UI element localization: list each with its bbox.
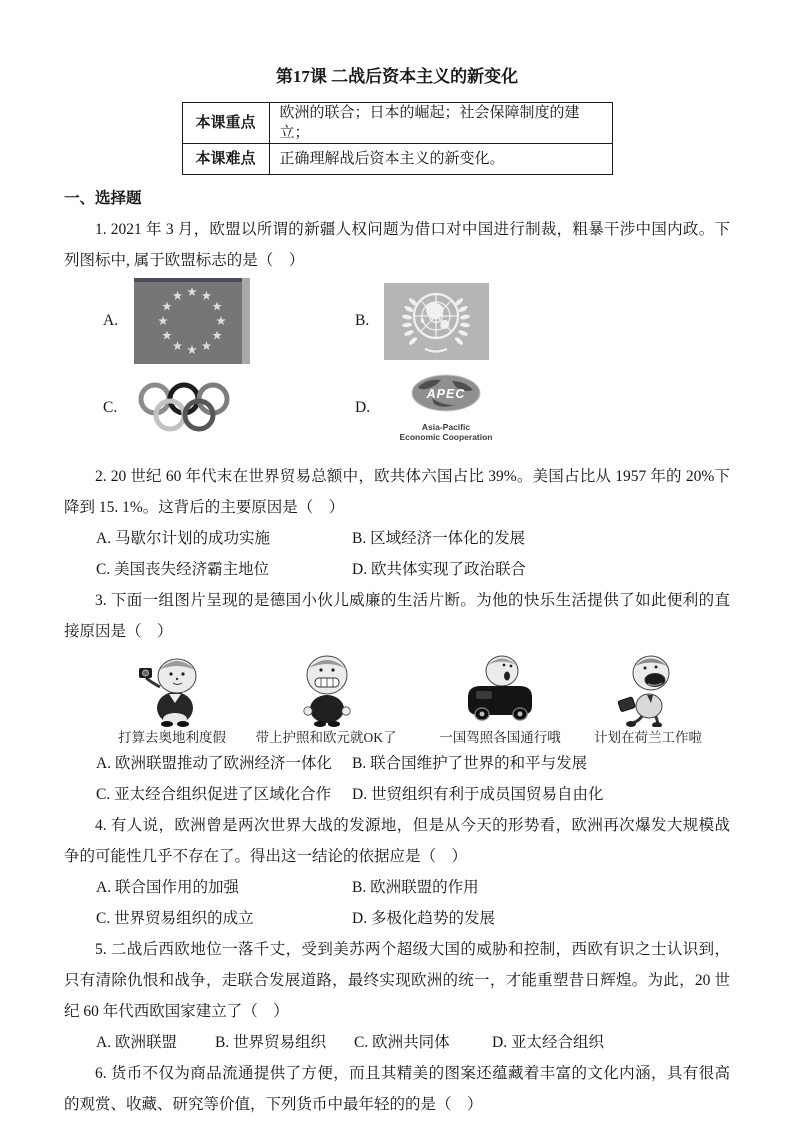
cartoon-passport-euro — [236, 651, 416, 748]
apec-text-line1: Asia-Pacific — [421, 422, 471, 432]
boy-driving-car-icon — [460, 651, 540, 727]
apec-globe-icon — [396, 374, 496, 412]
q5-option-a: A. 欧洲联盟 — [96, 1034, 177, 1051]
un-emblem-image — [384, 283, 489, 360]
question-1-stem: 1. 2021 年 3 月，欧盟以所谓的新疆人权问题为借口对中国进行制裁，粗暴干涉中国内政。下列图标中, 属于欧盟标志的是（ ） — [64, 221, 730, 269]
q4-option-d: D. 多极化趋势的发展 — [352, 910, 495, 927]
eu-flag-image — [134, 278, 250, 364]
q2-option-d: D. 欧共体实现了政治联合 — [352, 561, 526, 578]
question-5-options — [64, 1027, 730, 1058]
q2-option-c: C. 美国丧失经济霸主地位 — [96, 561, 270, 578]
cartoon-caption: 带上护照和欧元就OK了 — [255, 730, 397, 745]
q5-option-d: D. 亚太经合组织 — [492, 1034, 604, 1051]
cartoon-work-netherlands — [584, 651, 712, 748]
question-2-options — [64, 523, 730, 585]
q3-option-d: D. 世贸组织有利于成员国贸易自由化 — [352, 786, 604, 803]
boy-with-camera-icon — [133, 651, 211, 727]
info-table-row-difficulty — [182, 144, 612, 175]
question-2-stem: 2. 20 世纪 60 年代末在世界贸易总额中，欧共体六国占比 39%。美国占比从 1957 年的 20%下降到 15. 1%。这背后的主要原因是（ ） — [64, 468, 730, 516]
q5-option-c: C. 欧洲共同体 — [354, 1034, 450, 1051]
q1-option-d-label: D. — [355, 399, 371, 416]
olympic-rings-image — [137, 381, 232, 436]
focus-label: 本课重点 — [182, 103, 269, 144]
q2-option-b: B. 区域经济一体化的发展 — [352, 530, 526, 547]
question-3-stem: 3. 下面一组图片呈现的是德国小伙儿威廉的生活片断。为他的快乐生活提供了如此便利的直接原因是（ ） — [64, 592, 730, 640]
question-3-options — [64, 748, 730, 810]
q3-option-b: B. 联合国维护了世界的和平与发展 — [352, 755, 588, 772]
cartoon-vacation — [108, 651, 236, 748]
apec-logo-image — [396, 374, 496, 442]
boy-running-with-briefcase-icon — [609, 651, 687, 727]
q4-option-a: A. 联合国作用的加强 — [96, 879, 239, 896]
difficulty-label: 本课难点 — [182, 144, 269, 175]
cartoon-caption: 打算去奥地利度假 — [118, 730, 226, 745]
difficulty-content: 正确理解战后资本主义的新变化。 — [269, 144, 612, 175]
question-6-stem: 6. 货币不仅为商品流通提供了方便，而且其精美的图案还蕴藏着丰富的文化内涵，具有很高的观赏、收藏、研究等价值，下列货币中最年轻的的是（ ） — [64, 1065, 730, 1113]
apec-text-line2: Economic Cooperation — [399, 431, 493, 442]
q1-option-a-label: A. — [103, 312, 119, 329]
apec-word: APEC — [426, 387, 466, 401]
question-5-stem: 5. 二战后西欧地位一落千丈，受到美苏两个超级大国的威胁和控制，西欧有识之士认识到，只有清除仇恨和战争，走联合发展道路，最终实现欧洲的统一，才能重塑昔日辉煌。为此，20 世纪 60 年代西欧国家建立了（ ） — [64, 941, 730, 1020]
cartoon-caption: 一国驾照各国通行哦 — [439, 730, 561, 745]
q2-option-a: A. 马歇尔计划的成功实施 — [96, 530, 270, 547]
q5-option-b: B. 世界贸易组织 — [215, 1034, 327, 1051]
cartoon-caption: 计划在荷兰工作啦 — [594, 730, 702, 745]
focus-content: 欧洲的联合；日本的崛起；社会保障制度的建立； — [269, 103, 612, 144]
q1-option-c-label: C. — [103, 399, 118, 416]
question-4-options — [64, 872, 730, 934]
info-table — [182, 102, 613, 175]
q3-option-a: A. 欧洲联盟推动了欧洲经济一体化 — [96, 755, 332, 772]
page-title: 第17课 二战后资本主义的新变化 — [275, 67, 519, 86]
q3-option-c: C. 亚太经合组织促进了区域化合作 — [96, 786, 332, 803]
boy-grinning-icon — [287, 651, 365, 727]
q1-option-b-label: B. — [355, 312, 370, 329]
section-heading: 一、选择题 — [64, 190, 142, 207]
q4-option-b: B. 欧洲联盟的作用 — [352, 879, 479, 896]
cartoon-driving — [416, 651, 584, 748]
info-table-row-focus — [182, 103, 612, 144]
question-3-cartoon-strip — [64, 651, 730, 748]
q4-option-c: C. 世界贸易组织的成立 — [96, 910, 254, 927]
question-4-stem: 4. 有人说，欧洲曾是两次世界大战的发源地，但是从今天的形势看，欧洲再次爆发大规模战争的可能性几乎不存在了。得出这一结论的依据应是（ ） — [64, 817, 730, 865]
question-1-image-options — [64, 278, 730, 461]
